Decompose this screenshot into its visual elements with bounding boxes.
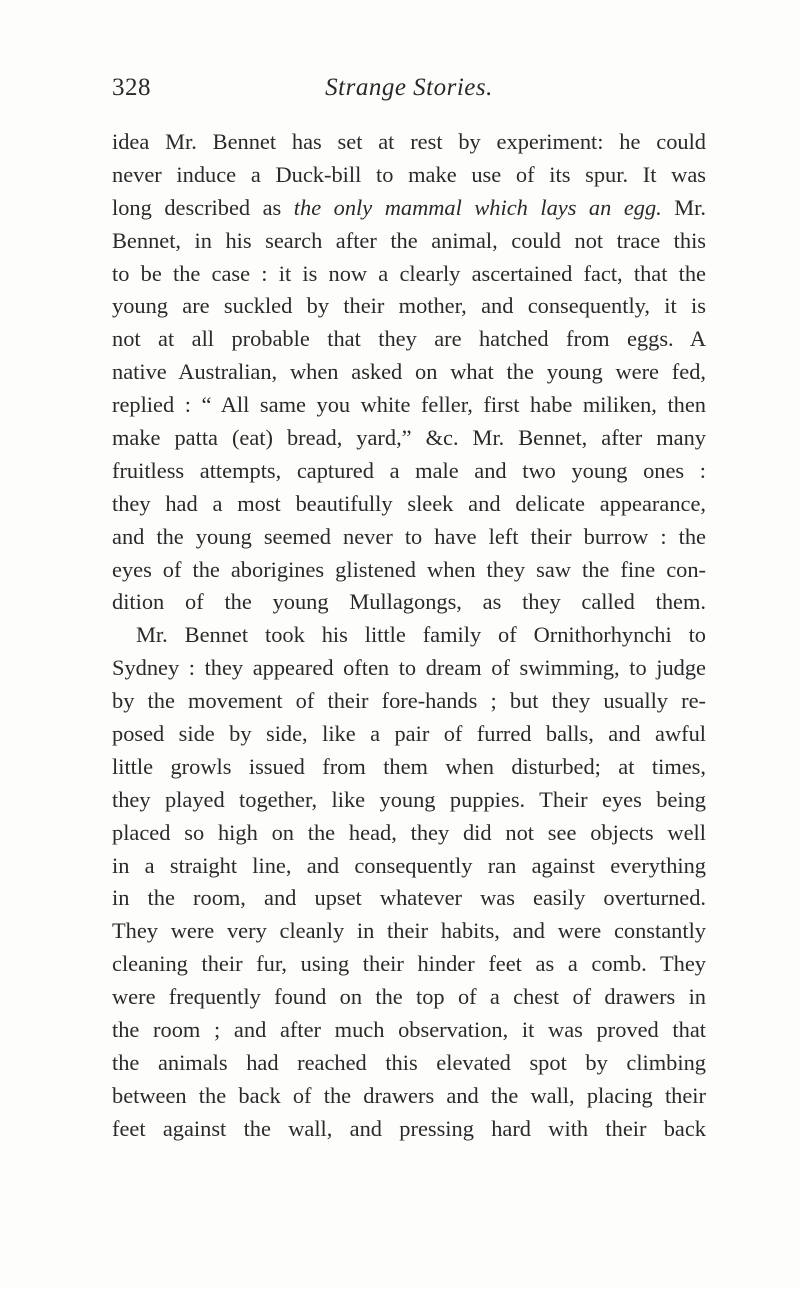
text-line: make patta (eat) bread, yard,” &c. Mr. Bennet, after many	[112, 425, 706, 451]
text-line: not at all probable that they are hatched from eggs. A	[112, 326, 706, 352]
text-line: and the young seemed never to have left their burrow : the	[112, 523, 706, 549]
text-line: native Australian, when asked on what the young were fed,	[112, 359, 706, 385]
text-line: dition of the young Mullagongs, as they called them.	[112, 589, 706, 615]
text-line: the room ; and after much observation, it was proved that	[112, 1017, 706, 1043]
text-line: Bennet, in his search after the animal, could not trace this	[112, 227, 706, 253]
text-line: to be the case : it is now a clearly ascertained fact, that the	[112, 260, 706, 286]
text-line: between the back of the drawers and the wall, placing their	[112, 1082, 706, 1108]
text-line: placed so high on the head, they did not see objects well	[112, 819, 706, 845]
text-line: Sydney : they appeared often to dream of swimming, to judge	[112, 655, 706, 681]
text-line: feet against the wall, and pressing hard with their back	[112, 1115, 706, 1141]
text-line: idea Mr. Bennet has set at rest by experiment: he could	[112, 129, 706, 154]
running-title: Strange Stories.	[325, 74, 493, 101]
text-line: They were very cleanly in their habits, and were constantly	[112, 918, 706, 944]
text-line: Mr. Bennet took his little family of Ornithorhynchi to	[136, 622, 706, 648]
text-line: were frequently found on the top of a chest of drawers in	[112, 984, 706, 1010]
text-line: eyes of the aborigines glistened when they saw the fine con-	[112, 556, 706, 582]
text-line: by the movement of their fore-hands ; but they usually re-	[112, 688, 706, 714]
text-line: they had a most beautifully sleek and delicate appearance,	[112, 490, 706, 516]
text-run: long described as	[112, 194, 294, 220]
text-line: in a straight line, and consequently ran against everything	[112, 852, 706, 878]
text-line	[112, 192, 706, 225]
body-text	[112, 126, 706, 1146]
text-line: in the room, and upset whatever was easily overturned.	[112, 885, 706, 911]
italic-phrase: the only mammal which lays an egg.	[293, 194, 662, 220]
text-line: young are suckled by their mother, and consequently, it is	[112, 293, 706, 319]
text-line: posed side by side, like a pair of furred balls, and awful	[112, 721, 706, 747]
text-line: fruitless attempts, captured a male and two young ones :	[112, 457, 706, 483]
running-head	[112, 74, 706, 108]
text-line: they played together, like young puppies. Their eyes being	[112, 786, 706, 812]
text-line: never induce a Duck-bill to make use of its spur. It was	[112, 161, 706, 187]
text-line: the animals had reached this elevated spot by climbing	[112, 1049, 706, 1075]
text-line: cleaning their fur, using their hinder feet as a comb. They	[112, 951, 706, 977]
text-line: replied : “ All same you white feller, first habe miliken, then	[112, 392, 706, 418]
text-run: Mr.	[661, 194, 707, 220]
text-line: little growls issued from them when disturbed; at times,	[112, 753, 706, 779]
page-number: 328	[112, 74, 151, 101]
